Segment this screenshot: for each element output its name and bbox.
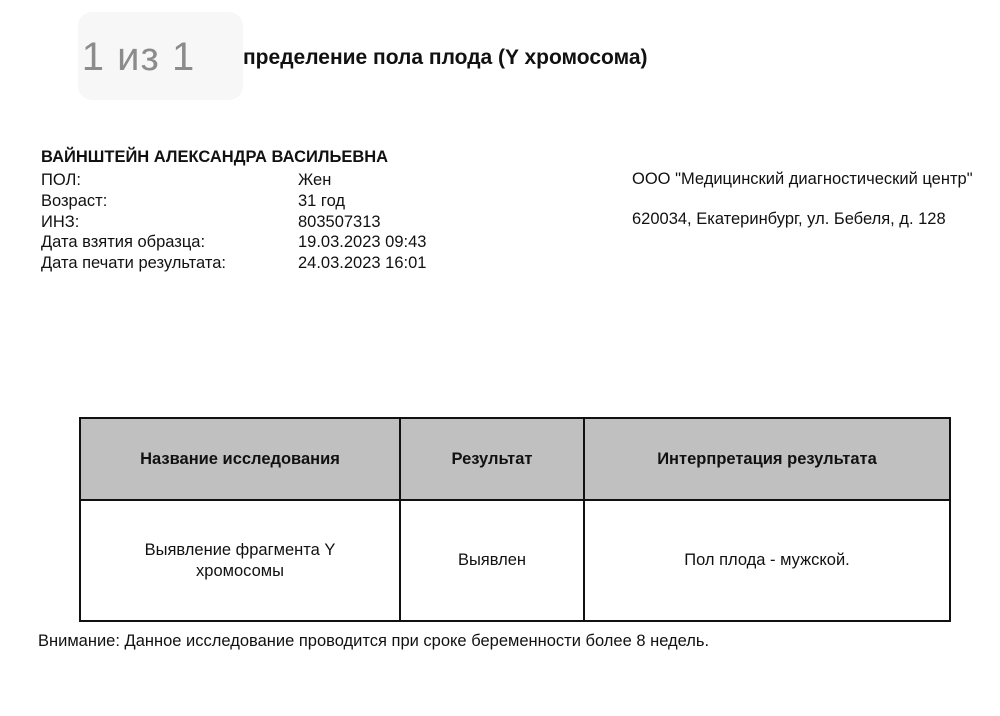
info-row-inz [41,212,426,233]
patient-name: ВАЙНШТЕЙН АЛЕКСАНДРА ВАСИЛЬЕВНА [41,148,389,166]
info-row-age [41,191,426,212]
page-indicator [78,12,243,100]
info-label: Дата взятия образца: [41,233,206,252]
info-label: Возраст: [41,191,108,210]
organization-block [632,169,973,229]
header-result: Результат [400,418,584,500]
header-interpretation: Интерпретация результата [584,418,950,500]
info-row-sex [41,170,426,191]
info-value: 24.03.2023 16:01 [298,254,427,273]
info-label: ИНЗ: [41,212,80,231]
header-test-name: Название исследования [80,418,400,500]
patient-info-list [41,170,426,274]
info-value: 803507313 [298,212,381,231]
notice-text: Внимание: Данное исследование проводится при сроке беременности более 8 недель. [38,632,710,650]
test-name-line1: Выявление фрагмента Y [144,540,336,559]
table-header-row [80,418,950,500]
cell-result: Выявлен [400,500,584,621]
organization-address: 620034, Екатеринбург, ул. Бебеля, д. 128 [632,210,946,228]
info-label: ПОЛ: [41,171,81,189]
cell-test-name [80,500,400,621]
info-value: 31 год [298,191,346,210]
info-row-sample-date [41,232,426,253]
results-table [79,417,951,622]
page-indicator-text: 1 из 1 [81,34,196,79]
info-label: Дата печати результата: [41,254,226,273]
info-value: 19.03.2023 09:43 [298,233,427,252]
organization-name: ООО "Медицинский диагностический центр" [632,170,973,188]
document-title: пределение пола плода (Y хромосома) [243,46,648,69]
cell-interpretation: Пол плода - мужской. [584,500,950,621]
test-name-line2: хромосомы [196,561,284,580]
info-row-print-date [41,253,426,274]
table-row [80,500,950,621]
info-value: Жен [298,171,332,189]
